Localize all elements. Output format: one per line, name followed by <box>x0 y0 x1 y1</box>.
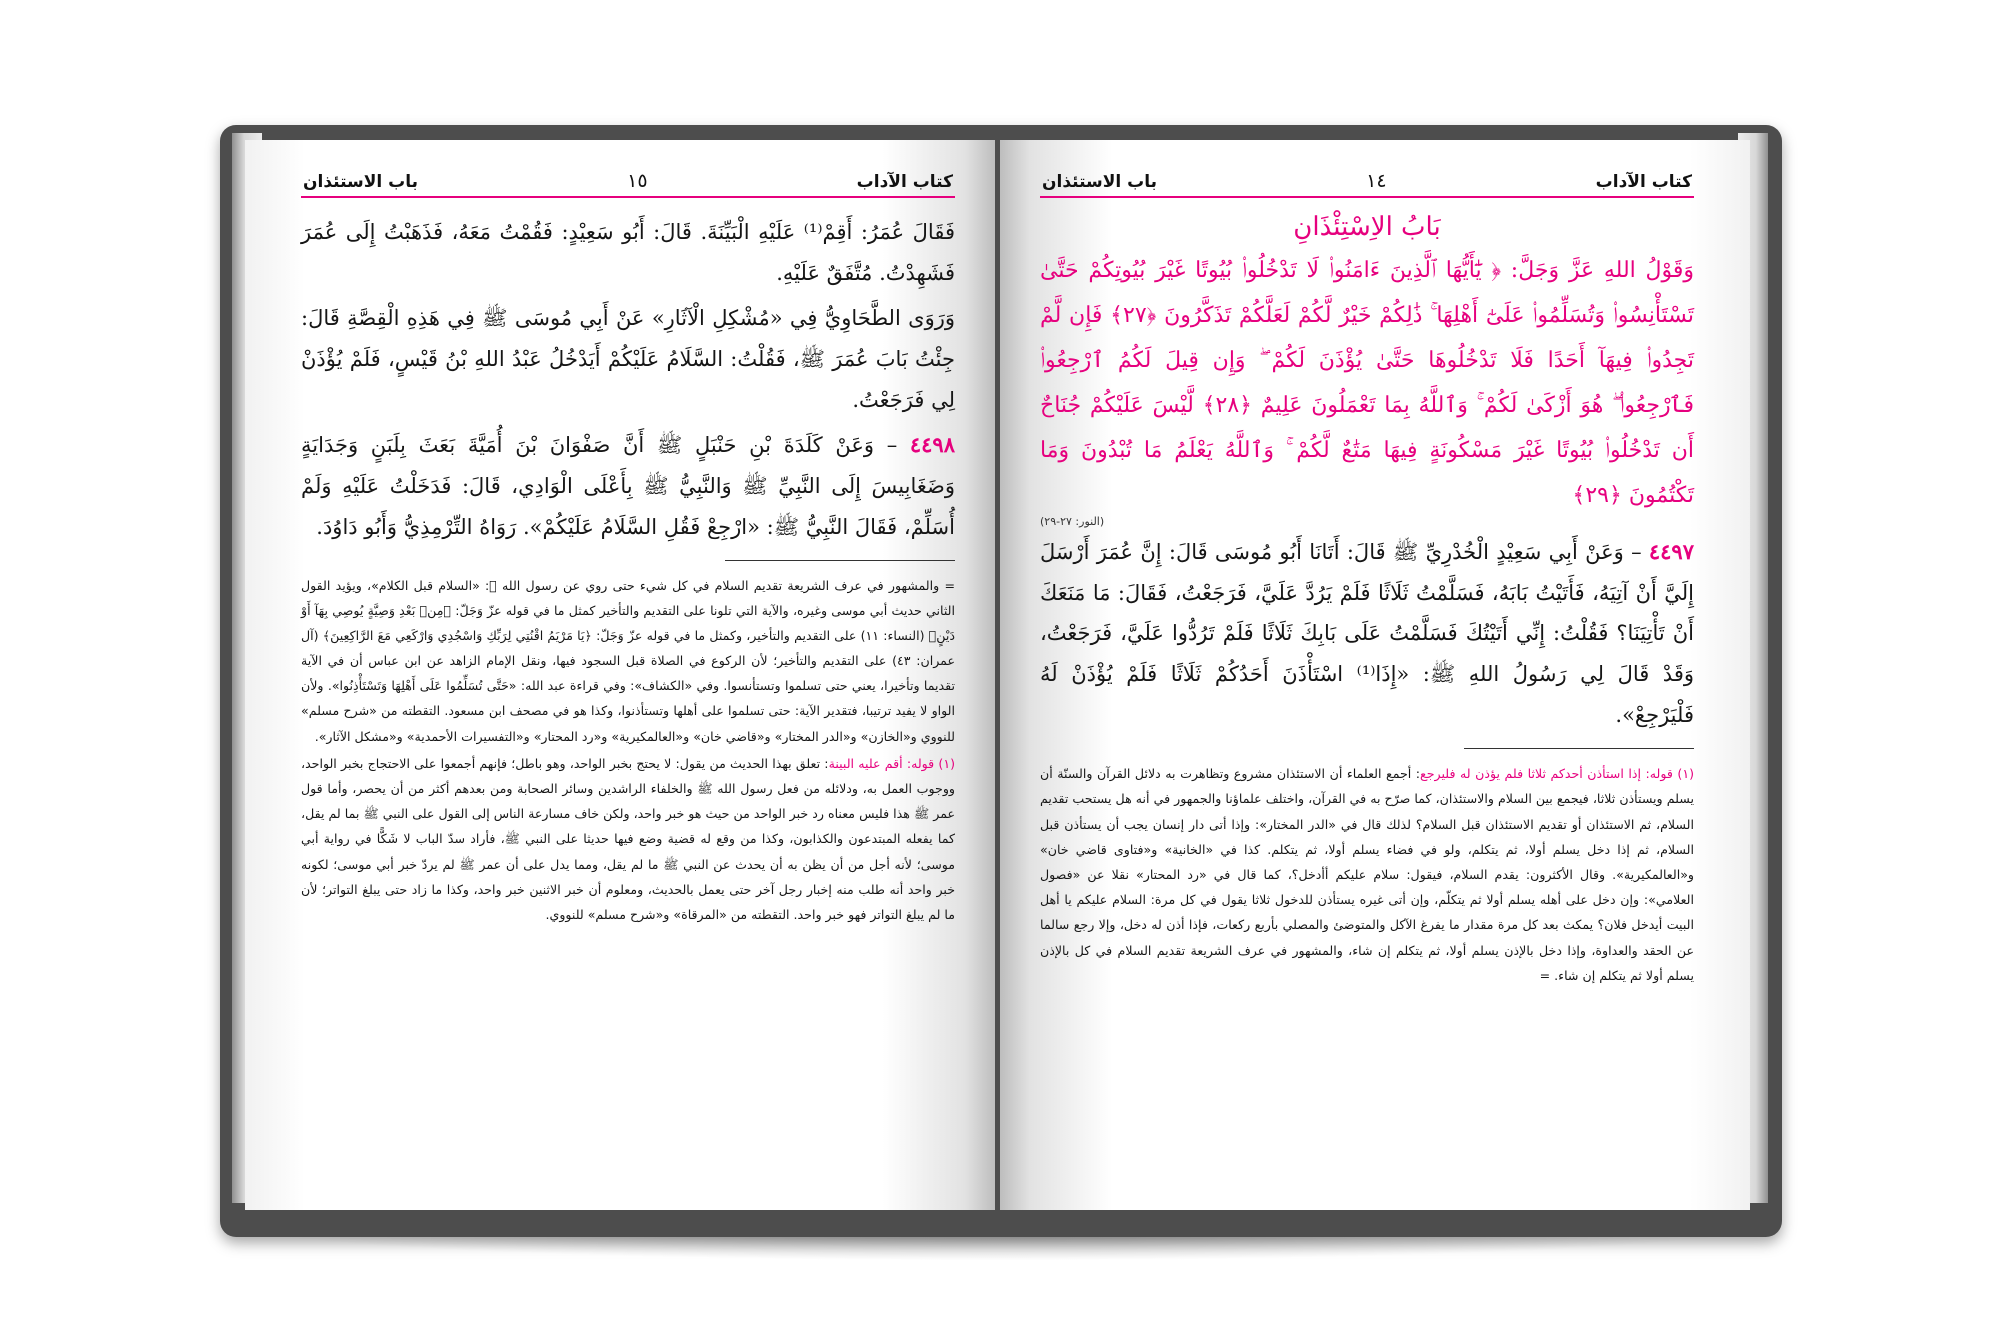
hadith-paragraph <box>301 425 955 548</box>
quran-verse: وَقَوْلُ اللهِ عَزَّ وَجَلَّ: ﴿ يَٰٓأَيُّهَا ٱلَّذِينَ ءَامَنُوا۟ لَا تَدْخُلُوا۟ بُيُوتًا غَيْرَ بُيُوتِكُمْ حَتَّىٰ تَسْتَأْنِسُوا۟ وَتُسَلِّمُوا۟ عَلَىٰٓ أَهْلِهَا ۚ ذَٰلِكُمْ خَيْرٌ لَّكُمْ لَعَلَّكُمْ تَذَكَّرُونَ ﴿٢٧﴾ فَإِن لَّمْ تَجِدُوا۟ فِيهَآ أَحَدًا فَلَا تَدْخُلُوهَا حَتَّىٰ يُؤْذَنَ لَكُمْ ۖ وَإِن قِيلَ لَكُمُ ٱرْجِعُوا۟ فَٱرْجِعُوا۟ ۖ هُوَ أَزْكَىٰ لَكُمْ ۚ وَٱللَّهُ بِمَا تَعْمَلُونَ عَلِيمٌ ﴿٢٨﴾ لَّيْسَ عَلَيْكُمْ جُنَاحٌ أَن تَدْخُلُوا۟ بُيُوتًا غَيْرَ مَسْكُونَةٍ فِيهَا مَتَٰعٌ لَّكُمْ ۚ وَٱللَّهُ يَعْلَمُ مَا تُبْدُونَ وَمَا تَكْتُمُونَ ﴿٢٩﴾ <box>1040 258 1694 509</box>
footnote-separator <box>725 560 955 561</box>
footnote-separator <box>1464 748 1694 749</box>
main-text <box>1040 532 1694 737</box>
footnote-lemma: إذا استأذن أحدكم ثلاثا فلم يؤذن له فليرجع <box>1420 766 1641 782</box>
hadith-text: – وَعَنْ كَلَدَةَ بْنِ حَنْبَلٍ ﷺ أَنَّ صَفْوَانَ بْنَ أُمَيَّةَ بَعَثَ بِلَبَنٍ وَجَدَايَةٍ وَضَغَابِيسَ إِلَى النَّبِيِّ ﷺ وَالنَّبِيُّ ﷺ بِأَعْلَى الْوَادِي، قَالَ: فَدَخَلْتُ عَلَيْهِ وَلَمْ أُسَلِّمْ، فَقَالَ النَّبِيُّ ﷺ: «ارْجِعْ فَقُلِ السَّلَامُ عَلَيْكُمْ». رَوَاهُ التِّرْمِذِيُّ وَأَبُو دَاوُدَ. <box>301 432 955 539</box>
header-chapter-title: باب الاستئذان <box>303 172 419 192</box>
footnote-lemma: أقم عليه البينة <box>828 755 903 771</box>
footnote <box>1040 761 1694 988</box>
header-book-title: كتاب الآداب <box>856 172 953 192</box>
page-number: ١٤ <box>1366 170 1387 192</box>
footnote: = والمشهور في عرف الشريعة تقديم السلام في كل شيء حتى روي عن رسول الله ﷺ: «السلام قبل الكلام»، ويؤيد القول الثاني حديث أبي موسى وغيره، والآية التي تلونا على التقديم والتأخير كمثل ما في قوله عزّ وَجَلّ: ﴿مِنۢ بَعْدِ وَصِيَّةٍ يُوصِي بِهَآ أَوْ دَيْنٍ﴾ (النساء: ١١) على التقديم والتأخير، وكمثل ما في قوله عزّ وَجَلّ: ﴿يَا مَرْيَمُ اقْنُتِي لِرَبِّكِ وَاسْجُدِي وَارْكَعِي مَعَ الرَّاكِعِينَ﴾ (آل عمران: ٤٣) على التقديم والتأخير؛ لأن الركوع في الصلاة قبل السجود فيها، ونقل الإمام الزاهد عن ابن عباس أن في الآية تقديما وتأخيرا، يعني حتى تسلموا وتستأنسوا. وفي «الكشاف»: وفي قراءة عبد الله: «حَتَّى تُسَلِّمُوا عَلَى أَهْلِهَا وَتَسْتَأْذِنُوا». ولأن الواو لا يفيد ترتيبا، فتقدير الآية: حتى تسلموا على أهلها وتستأذنوا، وكذا هو في مصحف ابن مسعود. التقطته من «شرح مسلم» للنووي و«الخازن» و«الدر المختار» و«قاضي خان» و«العالمكيرية» و«رد المحتار» و«التفسيرات الأحمدية» و«مشكل الآثار». <box>301 577 955 744</box>
main-text <box>301 212 955 548</box>
page-number: ١٥ <box>627 170 648 192</box>
footnote-marker: (١) قوله: <box>1640 766 1694 782</box>
footnotes <box>1040 761 1694 988</box>
left-page <box>245 140 995 1210</box>
hadith-number: ٤٤٩٧ <box>1648 538 1694 564</box>
paragraph: فَقَالَ عُمَرُ: أَقِمْ⁽¹⁾ عَلَيْهِ الْبَيِّنَةَ. قَالَ: أَبُو سَعِيْدٍ: فَقُمْتُ مَعَهُ، فَذَهَبْتُ إِلَى عُمَرَ فَشَهِدْتُ. مُتَّفَقٌ عَلَيْهِ. <box>301 220 955 285</box>
hadith-text: – وَعَنْ أَبِي سَعِيْدٍ الْخُدْرِيِّ ﷺ قَالَ: أَتَانَا أَبُو مُوسَى قَالَ: إِنَّ عُمَرَ أَرْسَلَ إِلَيَّ أَنْ آتِيَهُ، فَأَتَيْتُ بَابَهُ، فَسَلَّمْتُ ثَلَاثًا فَلَمْ يَرُدَّ عَلَيَّ، فَرَجَعْتُ، فَقَالَ: مَا مَنَعَكَ أَنْ تَأْتِيَنَا؟ فَقُلْتُ: إِنِّي أَتَيْتُكَ فَسَلَّمْتُ عَلَى بَابِكَ ثَلَاثًا فَلَمْ تَرُدُّوا عَلَيَّ، فَرَجَعْتُ، وَقَدْ قَالَ لِي رَسُولُ اللهِ ﷺ: «إِذَا⁽¹⁾ اسْتَأْذَنَ أَحَدُكُمْ ثَلَاثًا فَلَمْ يُؤْذَنْ لَهُ فَلْيَرْجِعْ». <box>1040 539 1695 728</box>
footnote <box>301 751 955 927</box>
hadith-paragraph <box>1040 532 1694 737</box>
running-header <box>1040 170 1694 198</box>
verse-reference: (النور: ٢٧-٢٩) <box>1040 514 1105 528</box>
chapter-heading: بَابُ الاِسْتِئْذَانِ <box>1293 212 1441 242</box>
footnote-text: : أجمع العلماء أن الاستئذان مشروع وتظاهرت به دلائل القرآن والسنّة أن يسلم ويستأذن ثلاثا، فيجمع بين السلام والاستئذان، كما صرّح به في القرآن، واختلف علماؤنا والجمهور في أنه هل يستحب تقديم السلام، ثم الاستئذان أو تقديم الاستئذان قبل السلام؟ لذلك قال في «الدر المختار»: وإذا أتى دار إنسان يجب أن يستأذن قبل السلام، ثم إذا دخل يسلم أولا، ثم يتكلم، ولو في فضاء يسلم أولا، ثم يتكلم. كذا في «الخانية» و«فتاوى قاضي خان» و«العالمكيرية». وقال الأكثرون: يقدم السلام، فيقول: سلام عليكم أأدخل؟، كما قال في «رد المحتار» نقلا عن «فصول العلامي»: وإن دخل على أهله يسلم أولا ثم يتكلّم، وإن أتى غيره يستأذن للدخول ثلاثا يقول في كل مرة: السلام عليكم يا أهل البيت أيدخل فلان؟ يمكث بعد كل مرة مقدار ما يفرغ الآكل والمتوضئ والمصلي بأربع ركعات، فإذا أذن له دخل، وإلا رجع سالما عن الحقد والعداوة، وإذا دخل بالإذن يسلم أولا، ثم يتكلم إن شاء، والمشهور في عرف الشريعة تقديم السلام في كل بالإذن يسلم أولا ثم يتكلم إن شاء. = <box>1040 766 1694 983</box>
footnotes <box>301 573 955 928</box>
hadith-number: ٤٤٩٨ <box>909 431 955 457</box>
header-chapter-title: باب الاستئذان <box>1042 172 1158 192</box>
footnote-text: : تعلق بهذا الحديث من يقول: لا يحتج بخبر الواحد، وهو باطل؛ فإنهم أجمعوا على الاحتجاج بخبر الواحد، ووجوب العمل به، ودلائله من فعل رسول الله ﷺ والخلفاء الراشدين وسائر الصحابة ومن بعدهم أكثر من أن يحصر، وأما قول عمر ﷺ هذا فليس معناه رد خبر الواحد من حيث هو خبر واحد، ولكن خاف مسارعة الناس إلى القول على النبي ﷺ بما لم يقل، كما يفعله المبتدعون والكذابون، وكذا من وقع له قضية وضع فيها حديثا على النبي ﷺ، فأراد سدّ الباب لا شَكًّا في رواية أبي موسى؛ لأنه أجل من أن يظن به أن يحدث عن النبي ﷺ ما لم يقل، ومما يدل على أن عمر ﷺ لم يردّ خبر أبي موسى؛ لكونه خبر واحد أنه طلب منه إخبار رجل آخر حتى يعمل بالحديث، ومعلوم أن خبر الاثنين خبر واحد، وكذا ما زاد حتى يبلغ التواتر؛ لأن ما لم يبلغ التواتر فهو خبر واحد. التقطته من «المرقاة» و«شرح مسلم» للنووي. <box>301 755 955 922</box>
header-book-title: كتاب الآداب <box>1595 172 1692 192</box>
right-page <box>1000 140 1750 1210</box>
footnote-marker: (١) قوله: <box>902 755 956 771</box>
running-header <box>301 170 955 198</box>
paragraph: وَرَوَى الطَّحَاوِيُّ فِي «مُشْكِلِ الْآثَارِ» عَنْ أَبِي مُوسَى ﷺ فِي هَذِهِ الْقِصَّةِ قَالَ: جِئْتُ بَابَ عُمَرَ ﷺ، فَقُلْتُ: السَّلَامُ عَلَيْكُمْ أَيَدْخُلُ عَبْدُ اللهِ بْنُ قَيْسٍ، فَلَمْ يُؤْذَنْ لِي فَرَجَعْتُ. <box>301 305 955 412</box>
